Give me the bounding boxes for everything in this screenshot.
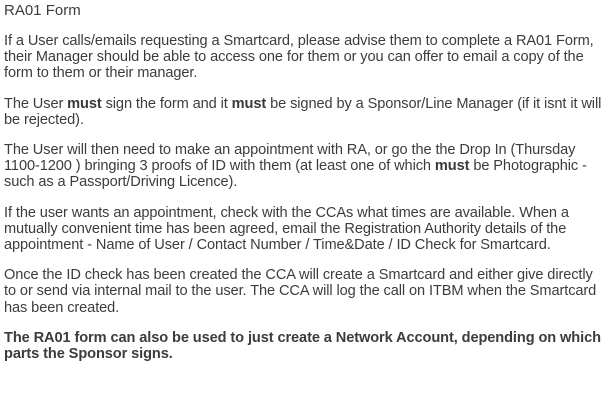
- paragraph-request: If a User calls/emails requesting a Smartcard, please advise them to complete a RA01 Form, their Manager should be able to access one for them or you can offer to email a copy of the form to them or their manager.: [4, 33, 594, 82]
- must-emphasis-3: must: [434, 158, 470, 175]
- appointment-text-c: be Photographic - such as a Passport/Driving Licence).: [4, 158, 587, 191]
- must-emphasis-1: must: [67, 95, 102, 112]
- appointment-text-a: The User will then need to make an appointment with RA, or go the the Drop In (Thursday 1100-1200 ) bringing 3 proofs of ID with them (at least one of which: [4, 142, 576, 175]
- document-title: RA01 Form: [4, 2, 81, 19]
- signing-text-d: be signed by a Sponsor/Line Manager (if it isnt it will be rejected).: [4, 95, 602, 128]
- signing-text-a: The User: [4, 95, 68, 112]
- paragraph-signing: [4, 96, 604, 128]
- signing-text-c: sign the form and it: [101, 95, 232, 112]
- must-emphasis-2: must: [231, 95, 267, 112]
- paragraph-network-account: The RA01 form can also be used to just create a Network Account, depending on which parts the Sponsor signs.: [4, 329, 601, 363]
- paragraph-scheduling: If the user wants an appointment, check with the CCAs what times are available. When a mutually convenient time has been agreed, email the Registration Authority details of the appointment - Name of User / Contact Number / Time&Date / ID Check for Smartcard.: [4, 204, 569, 254]
- paragraph-smartcard-creation: Once the ID check has been created the CCA will create a Smartcard and either give directly to or send via internal mail to the user. The CCA will log the call on ITBM when the Smartcard has been created.: [4, 267, 597, 316]
- paragraph-appointment: [4, 142, 604, 191]
